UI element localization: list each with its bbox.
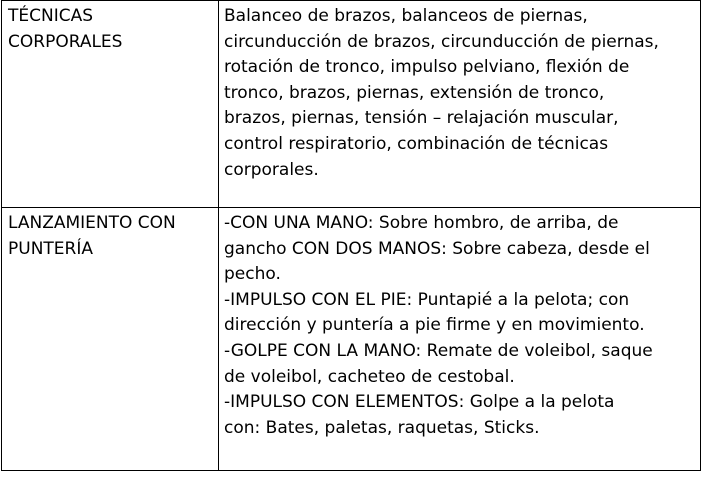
row-label-cell — [2, 1, 219, 208]
description-line: Balanceo de brazos, balanceos de piernas, — [224, 6, 588, 26]
description-line: -CON UNA MANO: Sobre hombro, de arriba, de — [224, 213, 619, 233]
row-label-cell — [2, 208, 219, 471]
description-line: circunducción de brazos, circunducción de piernas, — [224, 31, 659, 52]
content-table — [1, 0, 701, 471]
description-line: rotación de tronco, impulso pelviano, flexión de — [224, 57, 630, 78]
description-line: brazos, piernas, tensión – relajación muscular, — [224, 108, 619, 129]
table-row-tecnicas-corporales — [2, 1, 701, 208]
row-label-line: LANZAMIENTO CON — [8, 213, 176, 233]
row-label-line: TÉCNICAS — [8, 6, 94, 26]
description-line: -IMPULSO CON EL PIE: Puntapié a la pelota; con — [224, 289, 630, 310]
description-line: de voleibol, cacheteo de cestobal. — [224, 366, 515, 387]
description-line: gancho CON DOS MANOS: Sobre cabeza, desde el — [224, 238, 650, 259]
description-line: pecho. — [224, 264, 281, 285]
description-line: dirección y puntería a pie firme y en movimiento. — [224, 315, 645, 336]
description-line: control respiratorio, combinación de técnicas — [224, 133, 609, 154]
description-line: -GOLPE CON LA MANO: Remate de voleibol, saque — [224, 340, 653, 361]
table-row-lanzamiento-con-punteria — [2, 208, 701, 471]
description-line: con: Bates, paletas, raquetas, Sticks. — [224, 417, 540, 438]
description-line: corporales. — [224, 159, 319, 180]
row-label-line: CORPORALES — [8, 31, 123, 52]
row-description-cell — [219, 208, 701, 471]
description-line: -IMPULSO CON ELEMENTOS: Golpe a la pelota — [224, 392, 615, 413]
row-label-line: PUNTERÍA — [8, 238, 93, 259]
description-line: tronco, brazos, piernas, extensión de tronco, — [224, 82, 605, 103]
row-description-cell — [219, 1, 701, 208]
